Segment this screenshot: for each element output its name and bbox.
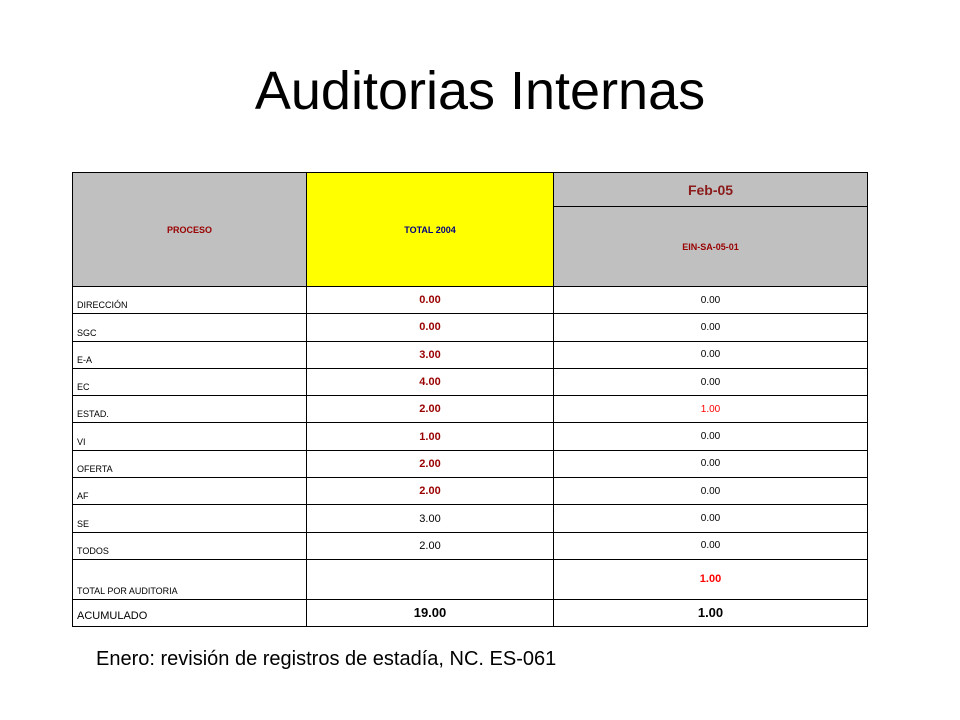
row-value: 0.00 [554,478,868,505]
row-total: 2.00 [307,450,554,477]
table-row [73,287,868,314]
header-total-2004: TOTAL 2004 [307,173,554,287]
row-total: 3.00 [307,505,554,532]
acumulado-value: 1.00 [554,599,868,626]
row-value: 0.00 [554,505,868,532]
row-label: EC [73,368,307,395]
row-total: 2.00 [307,478,554,505]
row-total: 4.00 [307,368,554,395]
row-label: E-A [73,341,307,368]
row-label: SE [73,505,307,532]
row-value: 0.00 [554,450,868,477]
table-row [73,341,868,368]
row-label: TODOS [73,532,307,559]
header-proceso: PROCESO [73,173,307,287]
row-value: 0.00 [554,532,868,559]
header-month: Feb-05 [554,173,868,207]
row-label: AF [73,478,307,505]
acumulado-label: ACUMULADO [73,599,307,626]
row-value: 0.00 [554,287,868,314]
total-por-auditoria-total [307,559,554,599]
row-value: 0.00 [554,423,868,450]
header-row [73,173,868,207]
table-row [73,478,868,505]
total-por-auditoria-value: 1.00 [554,559,868,599]
total-por-auditoria-row [73,559,868,599]
row-label: OFERTA [73,450,307,477]
table-row [73,423,868,450]
page-title: Auditorias Internas [254,61,706,121]
row-value: 0.00 [554,341,868,368]
row-label: DIRECCIÓN [73,287,307,314]
row-total: 0.00 [307,287,554,314]
table-row [73,368,868,395]
footnote: Enero: revisión de registros de estadía, NC. ES-061 [96,648,557,670]
audit-table [72,172,868,627]
row-value: 0.00 [554,368,868,395]
row-label: ESTAD. [73,396,307,423]
row-label: VI [73,423,307,450]
table-row [73,505,868,532]
row-total: 3.00 [307,341,554,368]
row-label: SGC [73,314,307,341]
table-row [73,532,868,559]
table-row [73,450,868,477]
row-total: 1.00 [307,423,554,450]
table-row [73,396,868,423]
acumulado-row [73,599,868,626]
table-row [73,314,868,341]
row-total: 0.00 [307,314,554,341]
row-value: 1.00 [554,396,868,423]
acumulado-total: 19.00 [307,599,554,626]
total-por-auditoria-label: TOTAL POR AUDITORIA [73,559,307,599]
row-total: 2.00 [307,396,554,423]
row-total: 2.00 [307,532,554,559]
row-value: 0.00 [554,314,868,341]
header-audit-code: EIN-SA-05-01 [554,207,868,287]
